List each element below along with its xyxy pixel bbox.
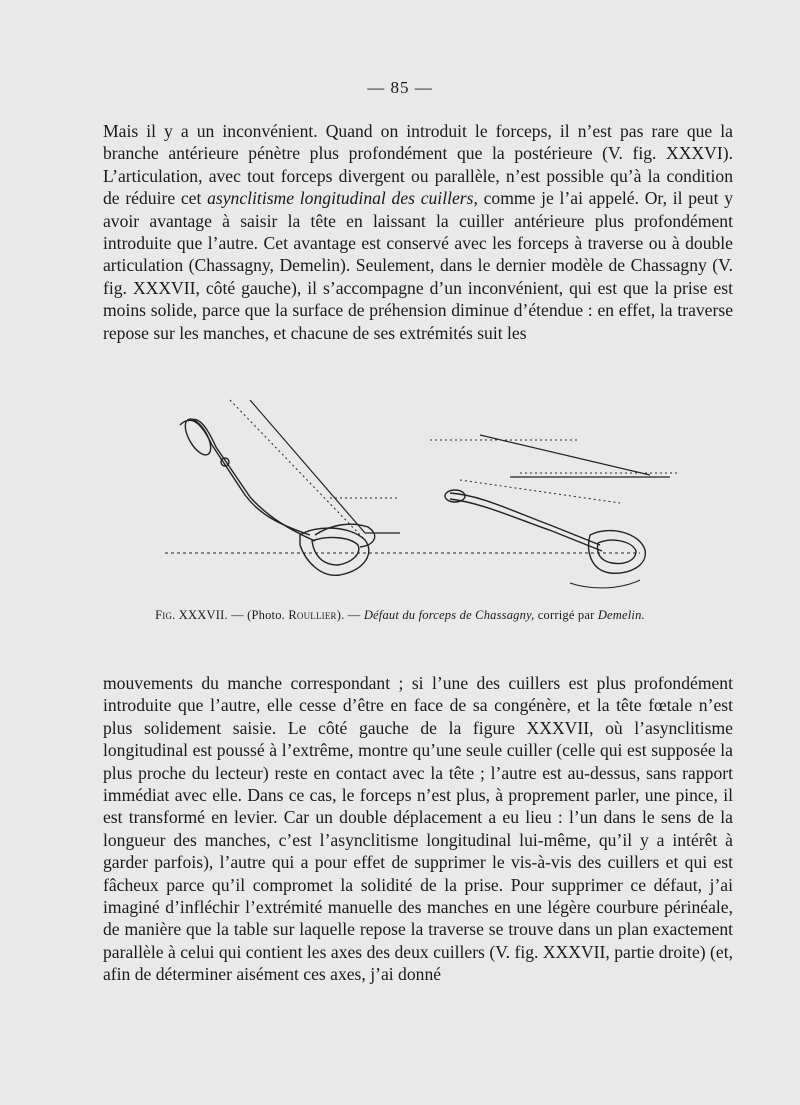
paragraph-top (103, 120, 733, 344)
paragraph-bottom: mouvements du manche correspondant ; si l’une des cuillers est plus profondément introduite que l’autre, elle cesse d’être en face de sa congénère, et la tête fœtale n’est plus solidement saisie. Le côté gauche de la figure XXXVII, où l’asynclitisme longitudinal est poussé à l’extrême, montre qu’une seule cuiller (celle qui est supposée la plus proche du lecteur) reste en contact avec la tête ; l’autre est au-dessus, sans rapport immédiat avec elle. Dans ce cas, le forceps n’est plus, à proprement parler, une pince, il est transformé en levier. Car un double déplacement a eu lieu : l’un dans le sens de la longueur des manches, c’est l’asynclitisme longitudinal lui-même, qu’il y a intérêt à garder parfois), l’autre qui a pour effet de supprimer le vis-à-vis des cuillers et qui est fâcheux parce qu’il compromet la solidité de la prise. Pour supprimer ce défaut, j’ai imaginé d’infléchir l’extrémité manuelle des manches en une légère courbure périnéale, de manière que la table sur laquelle repose la traverse se trouve dans un plan exactement parallèle à celui qui contient les axes des deux cuillers (V. fig. XXXVII, partie droite) (et, afin de déterminer aisément ces axes, j’ai donné (103, 673, 733, 985)
paragraph-top-text-2: comme je l’ai appelé. Or, il peut y avoir avantage à saisir la tête en laissant la cuiller antérieure plus profondément introduite que l’autre. Cet avantage est conservé avec les forceps à traverse ou à double articulation (Chassagny, Demelin). Seulement, dans le dernier modèle de Chassagny (V. fig. XXXVII, côté gauche), il s’accompagne d’un inconvénient, qui est que la prise est moins solide, parce que la surface de préhension diminue d’étendue : en effet, la traverse repose sur les manches, et chacune de ses extrémités suit les (103, 188, 733, 343)
paragraph-top-text-1: Mais il y a un inconvénient. Quand on introduit le forceps, il n’est pas rare que la branche antérieure pénètre plus profondément que la postérieure (V. fig. XXXVI). L’articulation, avec tout forceps divergent ou parallèle, n’est possible qu’à la condition de réduire cet (103, 121, 733, 209)
figure-caption (0, 608, 800, 623)
figure-title: Défaut du forceps de Chassagny, (363, 608, 535, 622)
right-forceps-drawing (430, 435, 680, 588)
figure-label: Fig. XXXVII. (155, 608, 228, 622)
paragraph-top-italic-term: asynclitisme longitudinal des cuillers, (207, 188, 478, 209)
corrected-by: corrigé par (534, 608, 598, 622)
page-number: — 85 — (367, 78, 433, 97)
photo-prefix: — (Photo. (231, 608, 289, 622)
figure-author: Demelin. (597, 608, 645, 622)
photographer-name: Roullier (288, 608, 337, 622)
forceps-figure (150, 385, 710, 595)
left-forceps-drawing (165, 400, 640, 575)
forceps-photo-illustration (150, 385, 710, 595)
photo-suffix: ). — (336, 608, 364, 622)
